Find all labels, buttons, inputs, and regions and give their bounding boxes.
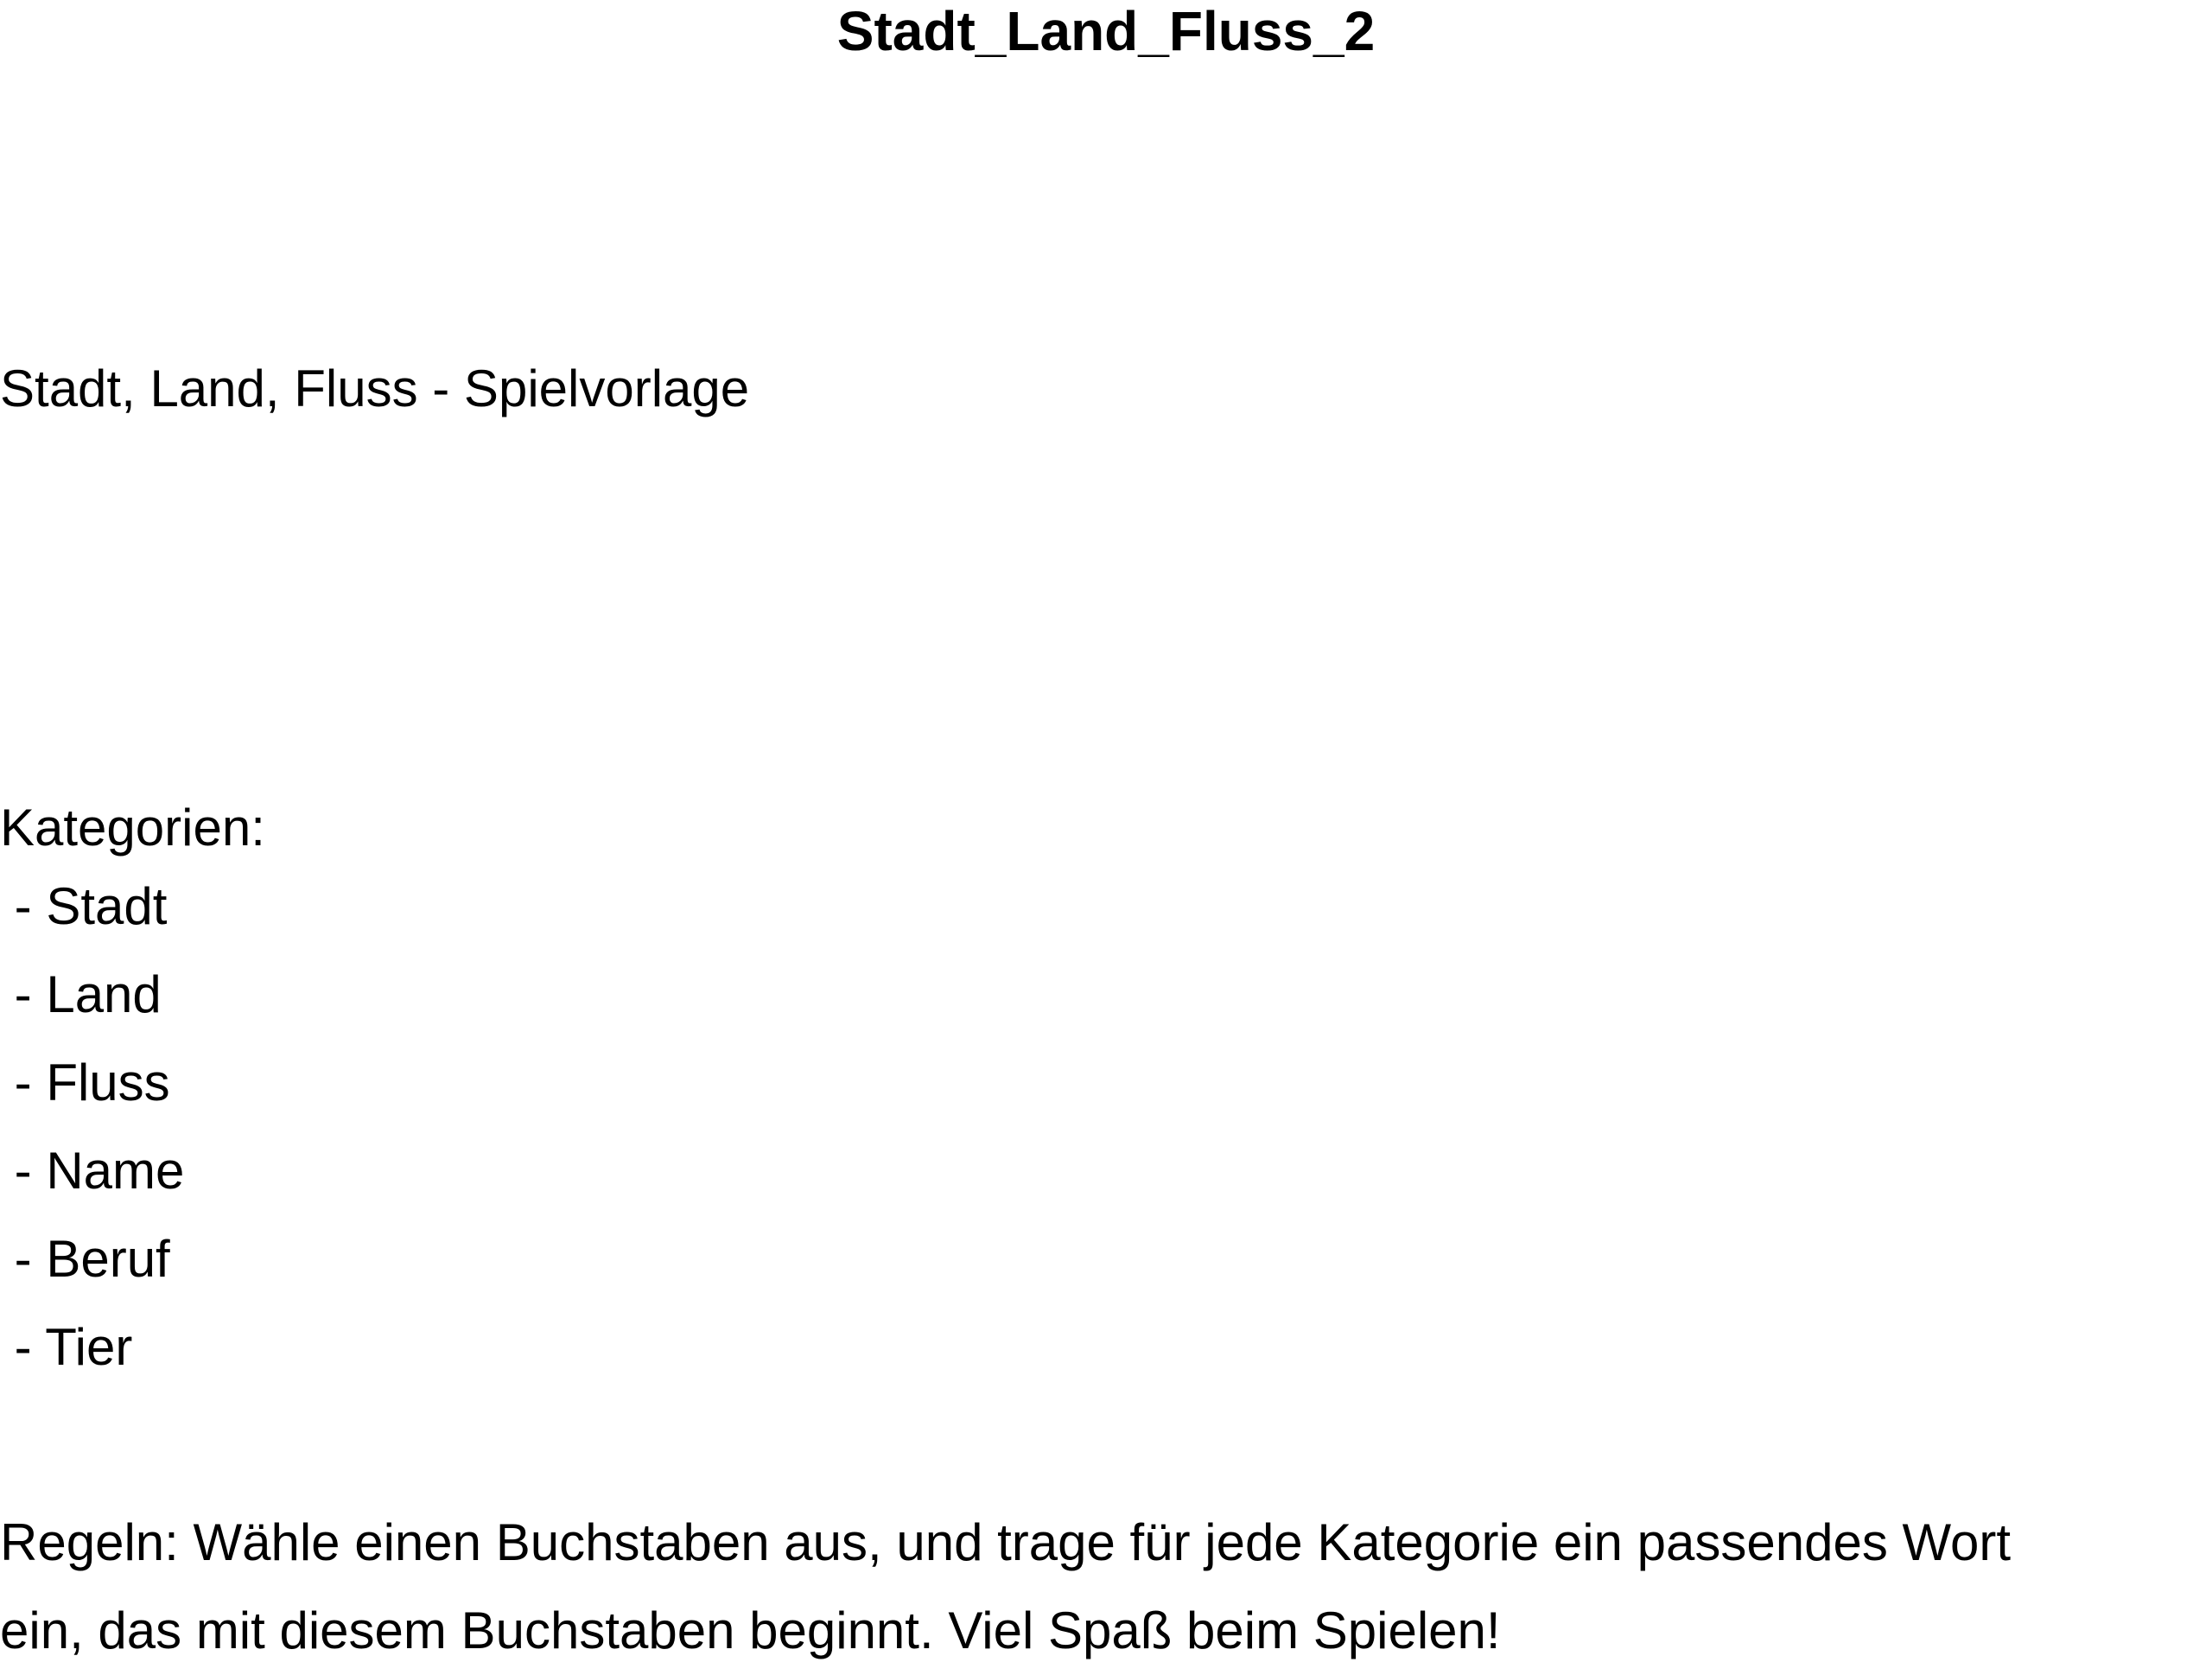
category-item-tier: - Tier: [0, 1318, 133, 1376]
rules-line-1: Regeln: Wähle einen Buchstaben aus, und trage für jede Kategorie ein passendes Wort: [0, 1513, 2012, 1571]
category-item-land: - Land: [0, 965, 162, 1023]
rules-paragraph: [0, 1499, 2212, 1675]
document-subtitle: Stadt, Land, Fluss - Spielvorlage: [0, 360, 750, 417]
category-list: [0, 863, 265, 1392]
categories-section: [0, 793, 265, 1392]
categories-heading: Kategorien:: [0, 799, 265, 857]
category-item-stadt: - Stadt: [0, 877, 168, 935]
category-item-fluss: - Fluss: [0, 1054, 170, 1111]
page-title: Stadt_Land_Fluss_2: [836, 0, 1376, 62]
category-item-name: - Name: [0, 1142, 185, 1200]
category-item-beruf: - Beruf: [0, 1230, 170, 1288]
rules-line-2: ein, das mit diesem Buchstaben beginnt. Viel Spaß beim Spielen!: [0, 1602, 1501, 1659]
